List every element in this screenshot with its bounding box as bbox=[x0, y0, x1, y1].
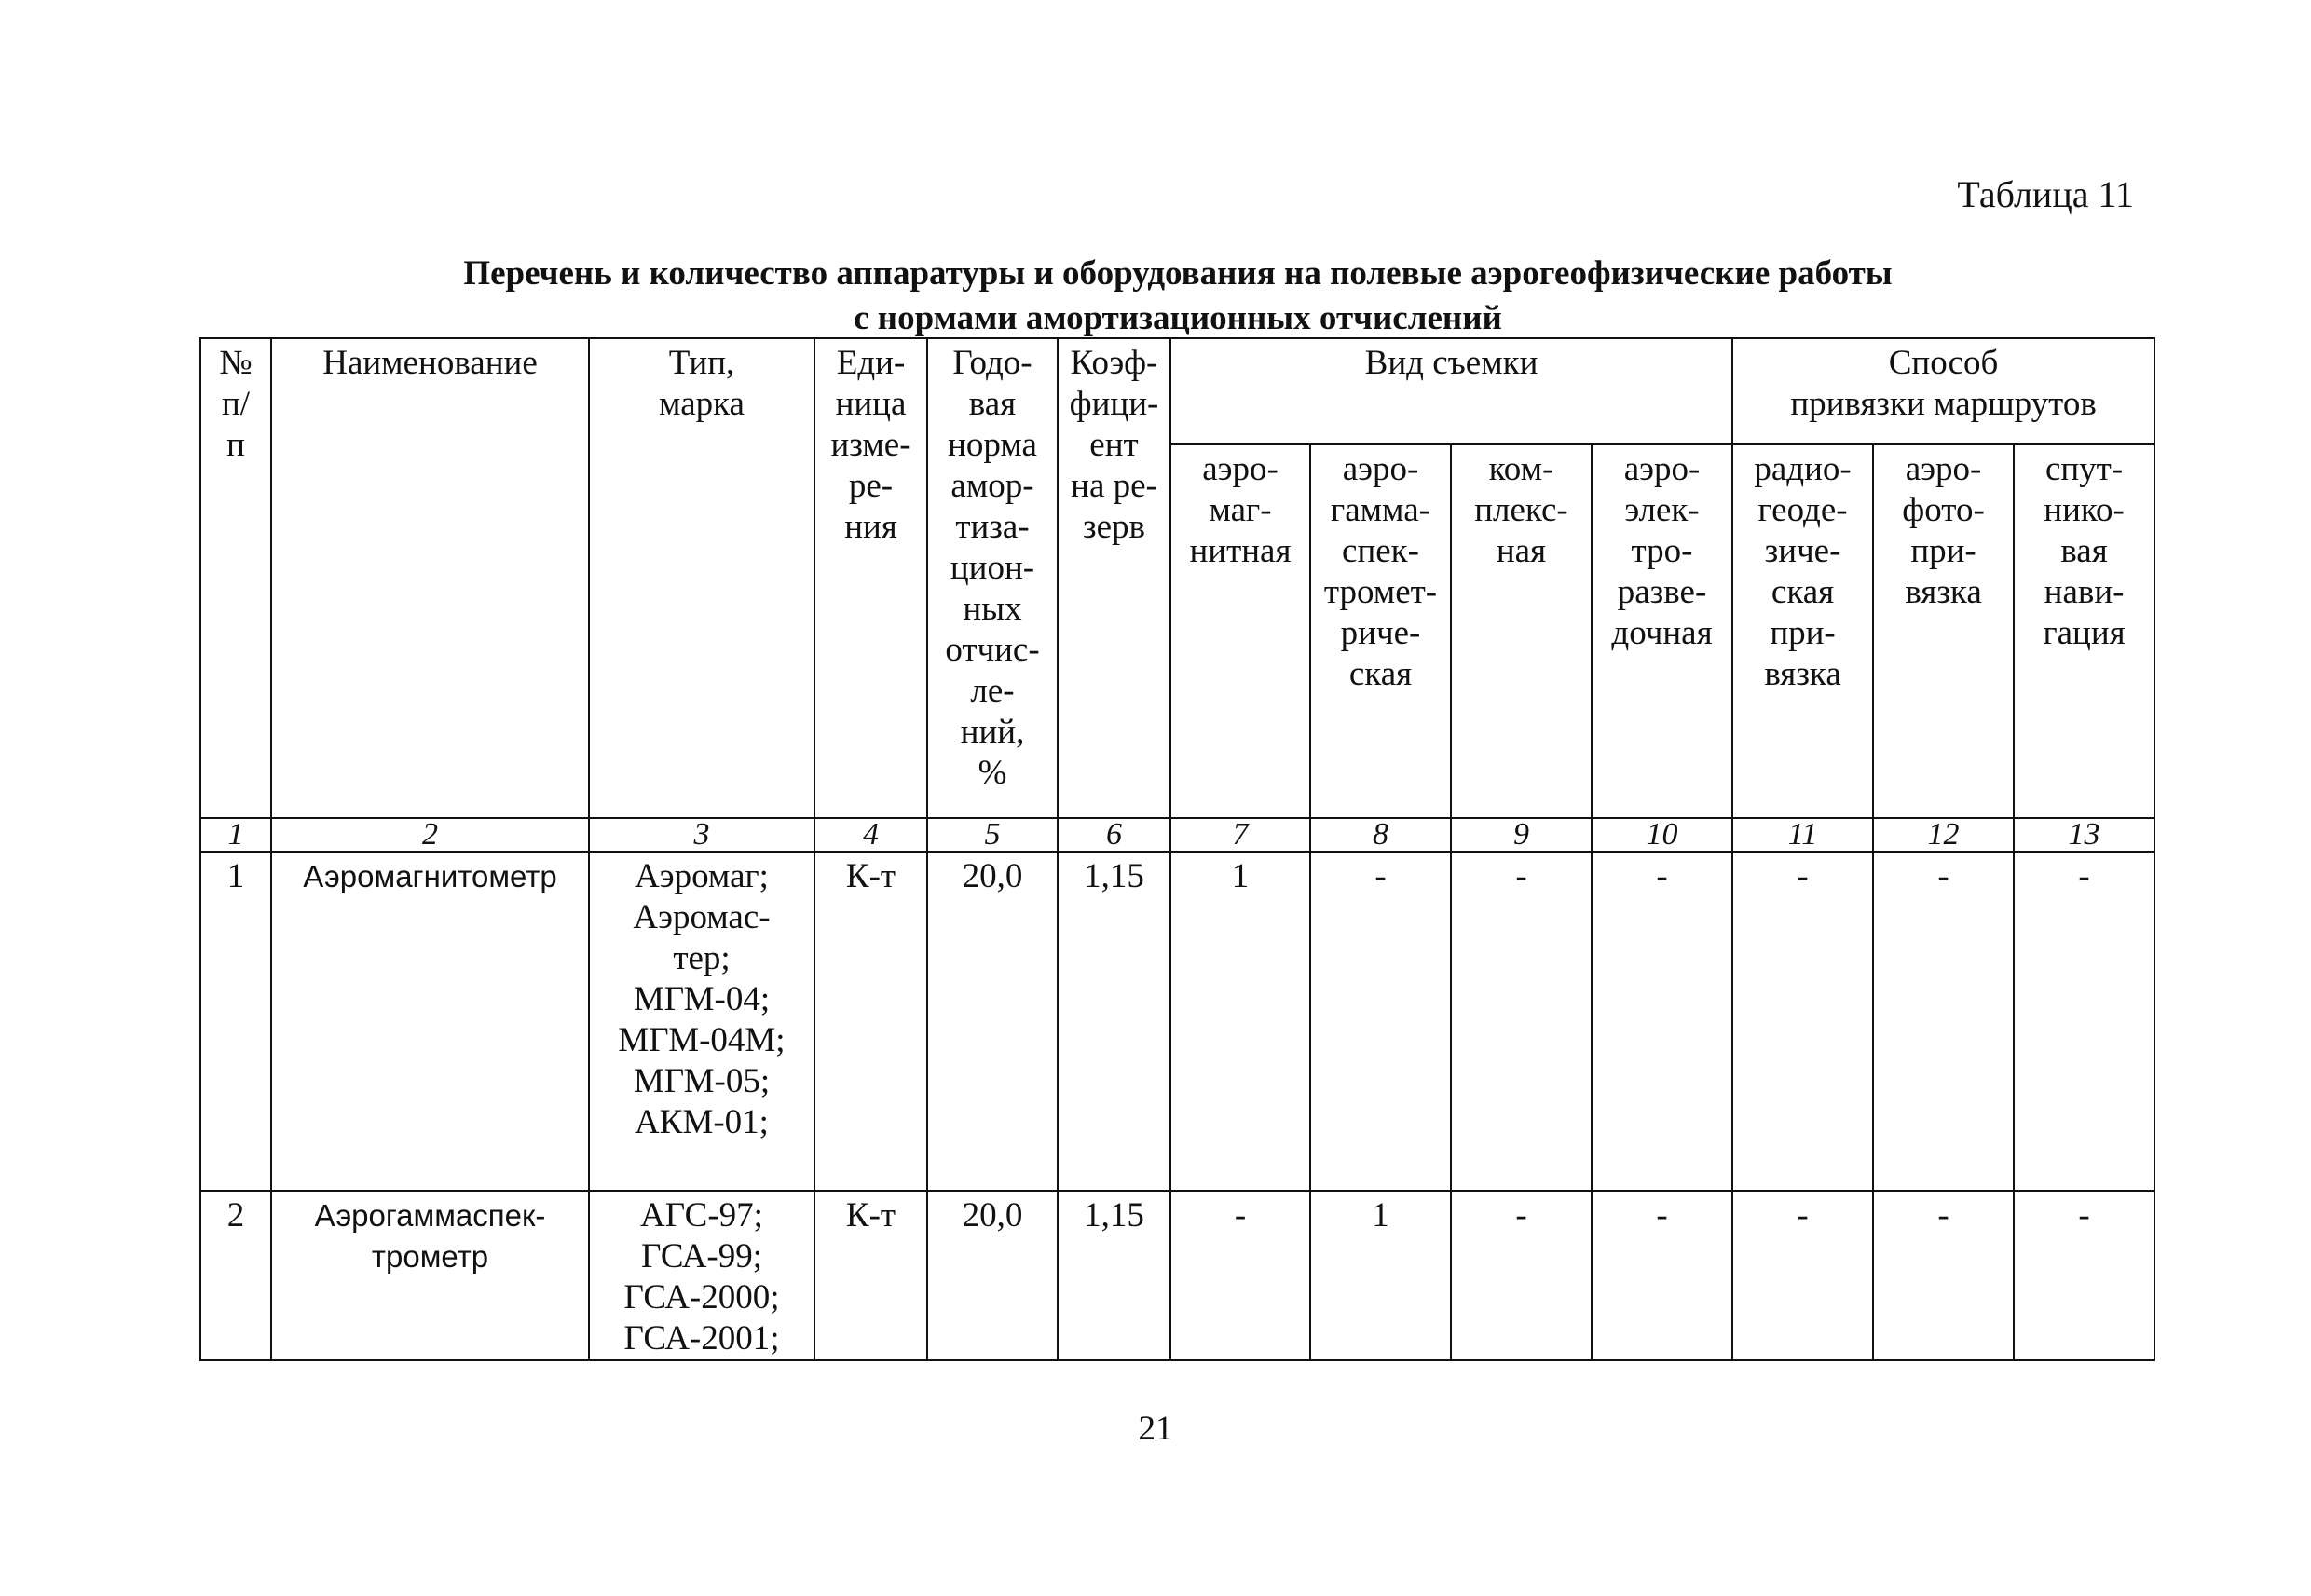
title-line-1: Перечень и количество аппаратуры и оборудования на полевые аэрогеофизические работы bbox=[463, 254, 1893, 293]
column-number: 2 bbox=[271, 818, 589, 852]
header-unit: Еди- ница изме- ре- ния bbox=[814, 338, 927, 818]
header-type: Тип, марка bbox=[589, 338, 814, 818]
row-survey-electro: - bbox=[1592, 1191, 1732, 1360]
header-binding-radio: радио- геоде- зиче- ская при- вязка bbox=[1732, 444, 1873, 818]
header-num: № п/ п bbox=[200, 338, 271, 818]
row-survey-complex: - bbox=[1451, 1191, 1592, 1360]
table-title bbox=[199, 252, 2156, 341]
header-survey-complex: ком- плекс- ная bbox=[1451, 444, 1592, 818]
column-number: 6 bbox=[1058, 818, 1170, 852]
row-name: Аэрогаммаспек- трометр bbox=[271, 1191, 589, 1360]
row-survey-aeromagnetic: - bbox=[1170, 1191, 1310, 1360]
header-binding-satellite: спут- нико- вая нави- гация bbox=[2014, 444, 2154, 818]
row-unit: К-т bbox=[814, 1191, 927, 1360]
column-number: 8 bbox=[1310, 818, 1451, 852]
column-number: 4 bbox=[814, 818, 927, 852]
header-survey-gamma: аэро- гамма- спек- тромет- риче- ская bbox=[1310, 444, 1451, 818]
column-number: 3 bbox=[589, 818, 814, 852]
row-num: 1 bbox=[200, 852, 271, 1191]
page-number: 21 bbox=[1138, 1410, 1173, 1448]
row-unit: К-т bbox=[814, 852, 927, 1191]
title-line-2: с нормами амортизационных отчислений bbox=[854, 299, 1502, 337]
row-rate: 20,0 bbox=[927, 1191, 1058, 1360]
column-number: 11 bbox=[1732, 818, 1873, 852]
header-survey-group: Вид съемки bbox=[1170, 338, 1732, 444]
row-type: АГС-97; ГСА-99; ГСА-2000; ГСА-2001; bbox=[589, 1191, 814, 1360]
column-number-row bbox=[200, 818, 2154, 852]
row-survey-aeromagnetic: 1 bbox=[1170, 852, 1310, 1191]
header-binding-photo: аэро- фото- при- вязка bbox=[1873, 444, 2014, 818]
row-binding-radio: - bbox=[1732, 852, 1873, 1191]
column-number: 12 bbox=[1873, 818, 2014, 852]
row-binding-photo: - bbox=[1873, 1191, 2014, 1360]
row-binding-radio: - bbox=[1732, 1191, 1873, 1360]
row-survey-gamma: - bbox=[1310, 852, 1451, 1191]
column-number: 7 bbox=[1170, 818, 1310, 852]
row-survey-complex: - bbox=[1451, 852, 1592, 1191]
column-number: 10 bbox=[1592, 818, 1732, 852]
row-reserve: 1,15 bbox=[1058, 852, 1170, 1191]
table-row bbox=[200, 1191, 2154, 1360]
header-survey-aeromagnetic: аэро- маг- нитная bbox=[1170, 444, 1310, 818]
header-survey-electro: аэро- элек- тро- разве- дочная bbox=[1592, 444, 1732, 818]
row-binding-satellite: - bbox=[2014, 852, 2154, 1191]
row-type: Аэромаг; Аэромас- тер; МГМ-04; МГМ-04М; МГМ-05; АКМ-01; bbox=[589, 852, 814, 1191]
row-binding-satellite: - bbox=[2014, 1191, 2154, 1360]
equipment-table bbox=[199, 337, 2155, 1361]
row-survey-electro: - bbox=[1592, 852, 1732, 1191]
row-rate: 20,0 bbox=[927, 852, 1058, 1191]
header-row-1 bbox=[200, 338, 2154, 444]
header-name: Наименование bbox=[271, 338, 589, 818]
table-label: Таблица 11 bbox=[1957, 173, 2134, 215]
row-survey-gamma: 1 bbox=[1310, 1191, 1451, 1360]
row-num: 2 bbox=[200, 1191, 271, 1360]
header-reserve: Коэф- фици- ент на ре- зерв bbox=[1058, 338, 1170, 818]
column-number: 9 bbox=[1451, 818, 1592, 852]
row-reserve: 1,15 bbox=[1058, 1191, 1170, 1360]
table-row bbox=[200, 852, 2154, 1191]
column-number: 1 bbox=[200, 818, 271, 852]
column-number: 13 bbox=[2014, 818, 2154, 852]
row-name: Аэромагнитометр bbox=[271, 852, 589, 1191]
header-binding-group: Способ привязки маршрутов bbox=[1732, 338, 2154, 444]
header-rate: Годо- вая норма амор- тиза- цион- ных отчис- ле- ний, % bbox=[927, 338, 1058, 818]
row-binding-photo: - bbox=[1873, 852, 2014, 1191]
column-number: 5 bbox=[927, 818, 1058, 852]
